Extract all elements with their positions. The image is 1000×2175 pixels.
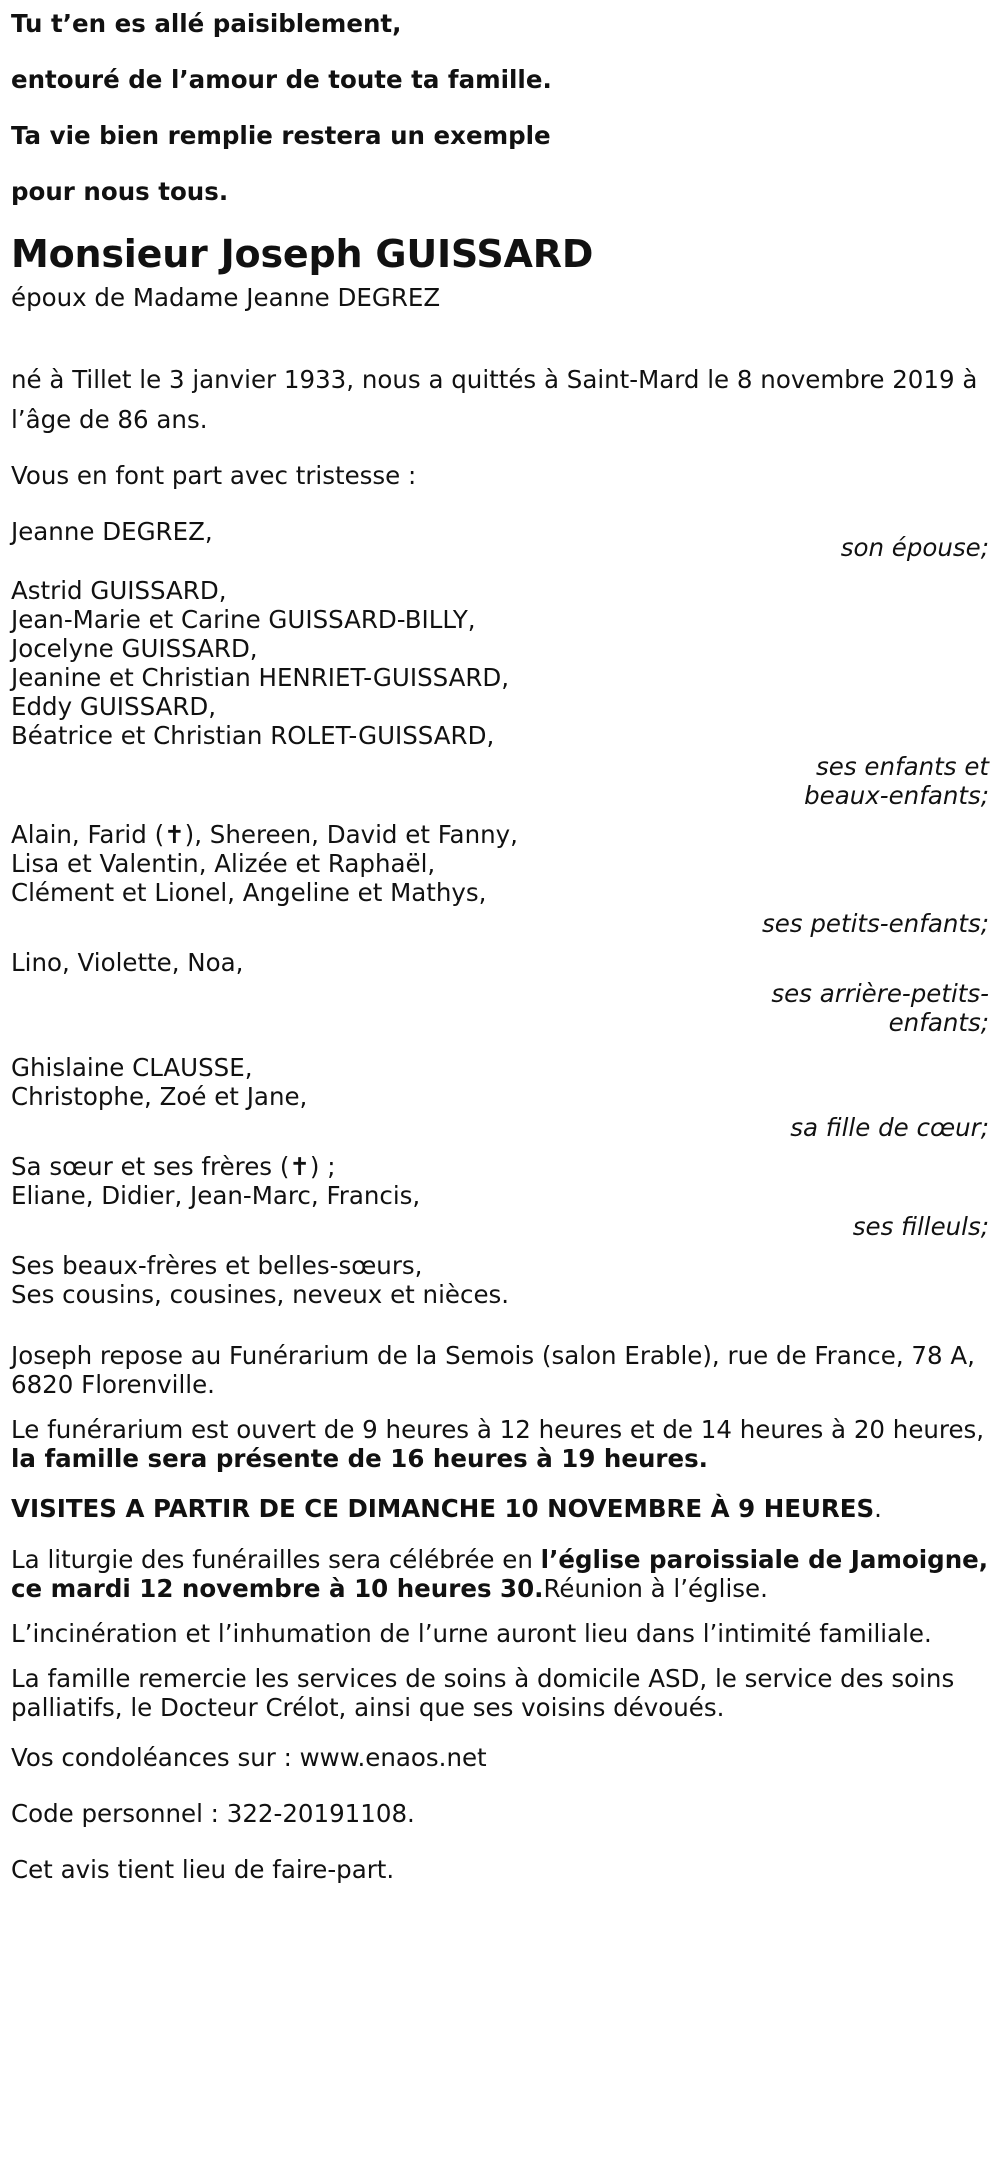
family-name: Ghislaine CLAUSSE, xyxy=(11,1053,253,1082)
family-name: Lisa et Valentin, Alizée et Raphaël, xyxy=(11,849,436,878)
funerarium-text: Joseph repose au Funérarium de la Semois (salon Erable), rue de France, 78 A, 6820 Florenville. xyxy=(11,1341,975,1399)
relation-label: ses arrière-petits- xyxy=(771,979,989,1008)
visits-text xyxy=(11,1489,989,1529)
hours-text xyxy=(11,1415,989,1473)
relation-label: son épouse; xyxy=(840,533,989,562)
family-name: Jean-Marie et Carine GUISSARD-BILLY, xyxy=(11,605,476,634)
relation-label: ses petits-enfants; xyxy=(761,909,989,938)
family-name: Clément et Lionel, Angeline et Mathys, xyxy=(11,878,487,907)
poem-line: entouré de l’amour de toute ta famille. xyxy=(11,65,552,94)
birth-death-text: né à Tillet le 3 janvier 1933, nous a quittés à Saint-Mard le 8 novembre 2019 à l’âge de 86 ans. xyxy=(11,365,978,434)
poem xyxy=(11,4,989,212)
announce-text: Vous en font part avec tristesse : xyxy=(11,461,417,490)
family-grandchildren xyxy=(11,820,989,938)
cremation-text: L’incinération et l’inhumation de l’urne auront lieu dans l’intimité familiale. xyxy=(11,1619,932,1648)
family-name: Jocelyne GUISSARD, xyxy=(11,634,258,663)
poem-line: pour nous tous. xyxy=(11,177,229,206)
relation-label: ses enfants et xyxy=(816,752,989,781)
family-name: Béatrice et Christian ROLET-GUISSARD, xyxy=(11,721,495,750)
family-heart-daughter xyxy=(11,1053,989,1142)
liturgy-bold: l’église paroissiale de Jamoigne, ce mardi 12 novembre à 10 heures 30. xyxy=(11,1545,989,1603)
family-godchildren xyxy=(11,1152,989,1241)
deceased-name: Monsieur Joseph GUISSARD xyxy=(11,232,594,276)
family-spouse xyxy=(11,512,989,568)
family-name: Eliane, Didier, Jean-Marc, Francis, xyxy=(11,1181,421,1210)
hours-family-bold: la famille sera présente de 16 heures à 19 heures. xyxy=(11,1444,708,1473)
family-name: Ses beaux-frères et belles-sœurs, xyxy=(11,1251,423,1280)
family-name: Sa sœur et ses frères (✝) ; xyxy=(11,1152,336,1181)
relation-label: ses filleuls; xyxy=(852,1212,989,1241)
liturgy-plain: La liturgie des funérailles sera célébrée en xyxy=(11,1545,541,1574)
family-name: Eddy GUISSARD, xyxy=(11,692,217,721)
family-name: Alain, Farid (✝), Shereen, David et Fanny, xyxy=(11,820,518,849)
family-name: Jeanne DEGREZ, xyxy=(11,517,213,546)
family-name: Jeanine et Christian HENRIET-GUISSARD, xyxy=(11,663,510,692)
poem-line: Tu t’en es allé paisiblement, xyxy=(11,9,402,38)
condolences-text: Vos condoléances sur : www.enaos.net xyxy=(11,1743,487,1772)
spouse-line: époux de Madame Jeanne DEGREZ xyxy=(11,283,441,312)
obituary-page xyxy=(11,4,989,1906)
family-others xyxy=(11,1251,989,1309)
family-name: Lino, Violette, Noa, xyxy=(11,948,244,977)
family-great-grandchildren xyxy=(11,948,989,1037)
family-name: Christophe, Zoé et Jane, xyxy=(11,1082,308,1111)
liturgy-text xyxy=(11,1545,989,1603)
relation-label: sa fille de cœur; xyxy=(790,1113,989,1142)
thanks-text: La famille remercie les services de soins à domicile ASD, le service des soins palliatifs, le Docteur Crélot, ainsi que ses voisins dévoués. xyxy=(11,1664,955,1722)
notice-text: Cet avis tient lieu de faire-part. xyxy=(11,1855,395,1884)
relation-label: beaux-enfants; xyxy=(804,781,989,810)
relation-label: enfants; xyxy=(888,1008,989,1037)
liturgy-end: Réunion à l’église. xyxy=(543,1574,768,1603)
poem-line: Ta vie bien remplie restera un exemple xyxy=(11,121,551,150)
hours-plain: Le funérarium est ouvert de 9 heures à 12 heures et de 14 heures à 20 heures, xyxy=(11,1415,985,1444)
family-name: Astrid GUISSARD, xyxy=(11,576,227,605)
family-name: Ses cousins, cousines, neveux et nièces. xyxy=(11,1280,510,1309)
code-text: Code personnel : 322-20191108. xyxy=(11,1799,415,1828)
visits-bold: VISITES A PARTIR DE CE DIMANCHE 10 NOVEMBRE À 9 HEURES xyxy=(11,1494,875,1523)
family-children xyxy=(11,576,989,810)
visits-end: . xyxy=(874,1494,882,1523)
